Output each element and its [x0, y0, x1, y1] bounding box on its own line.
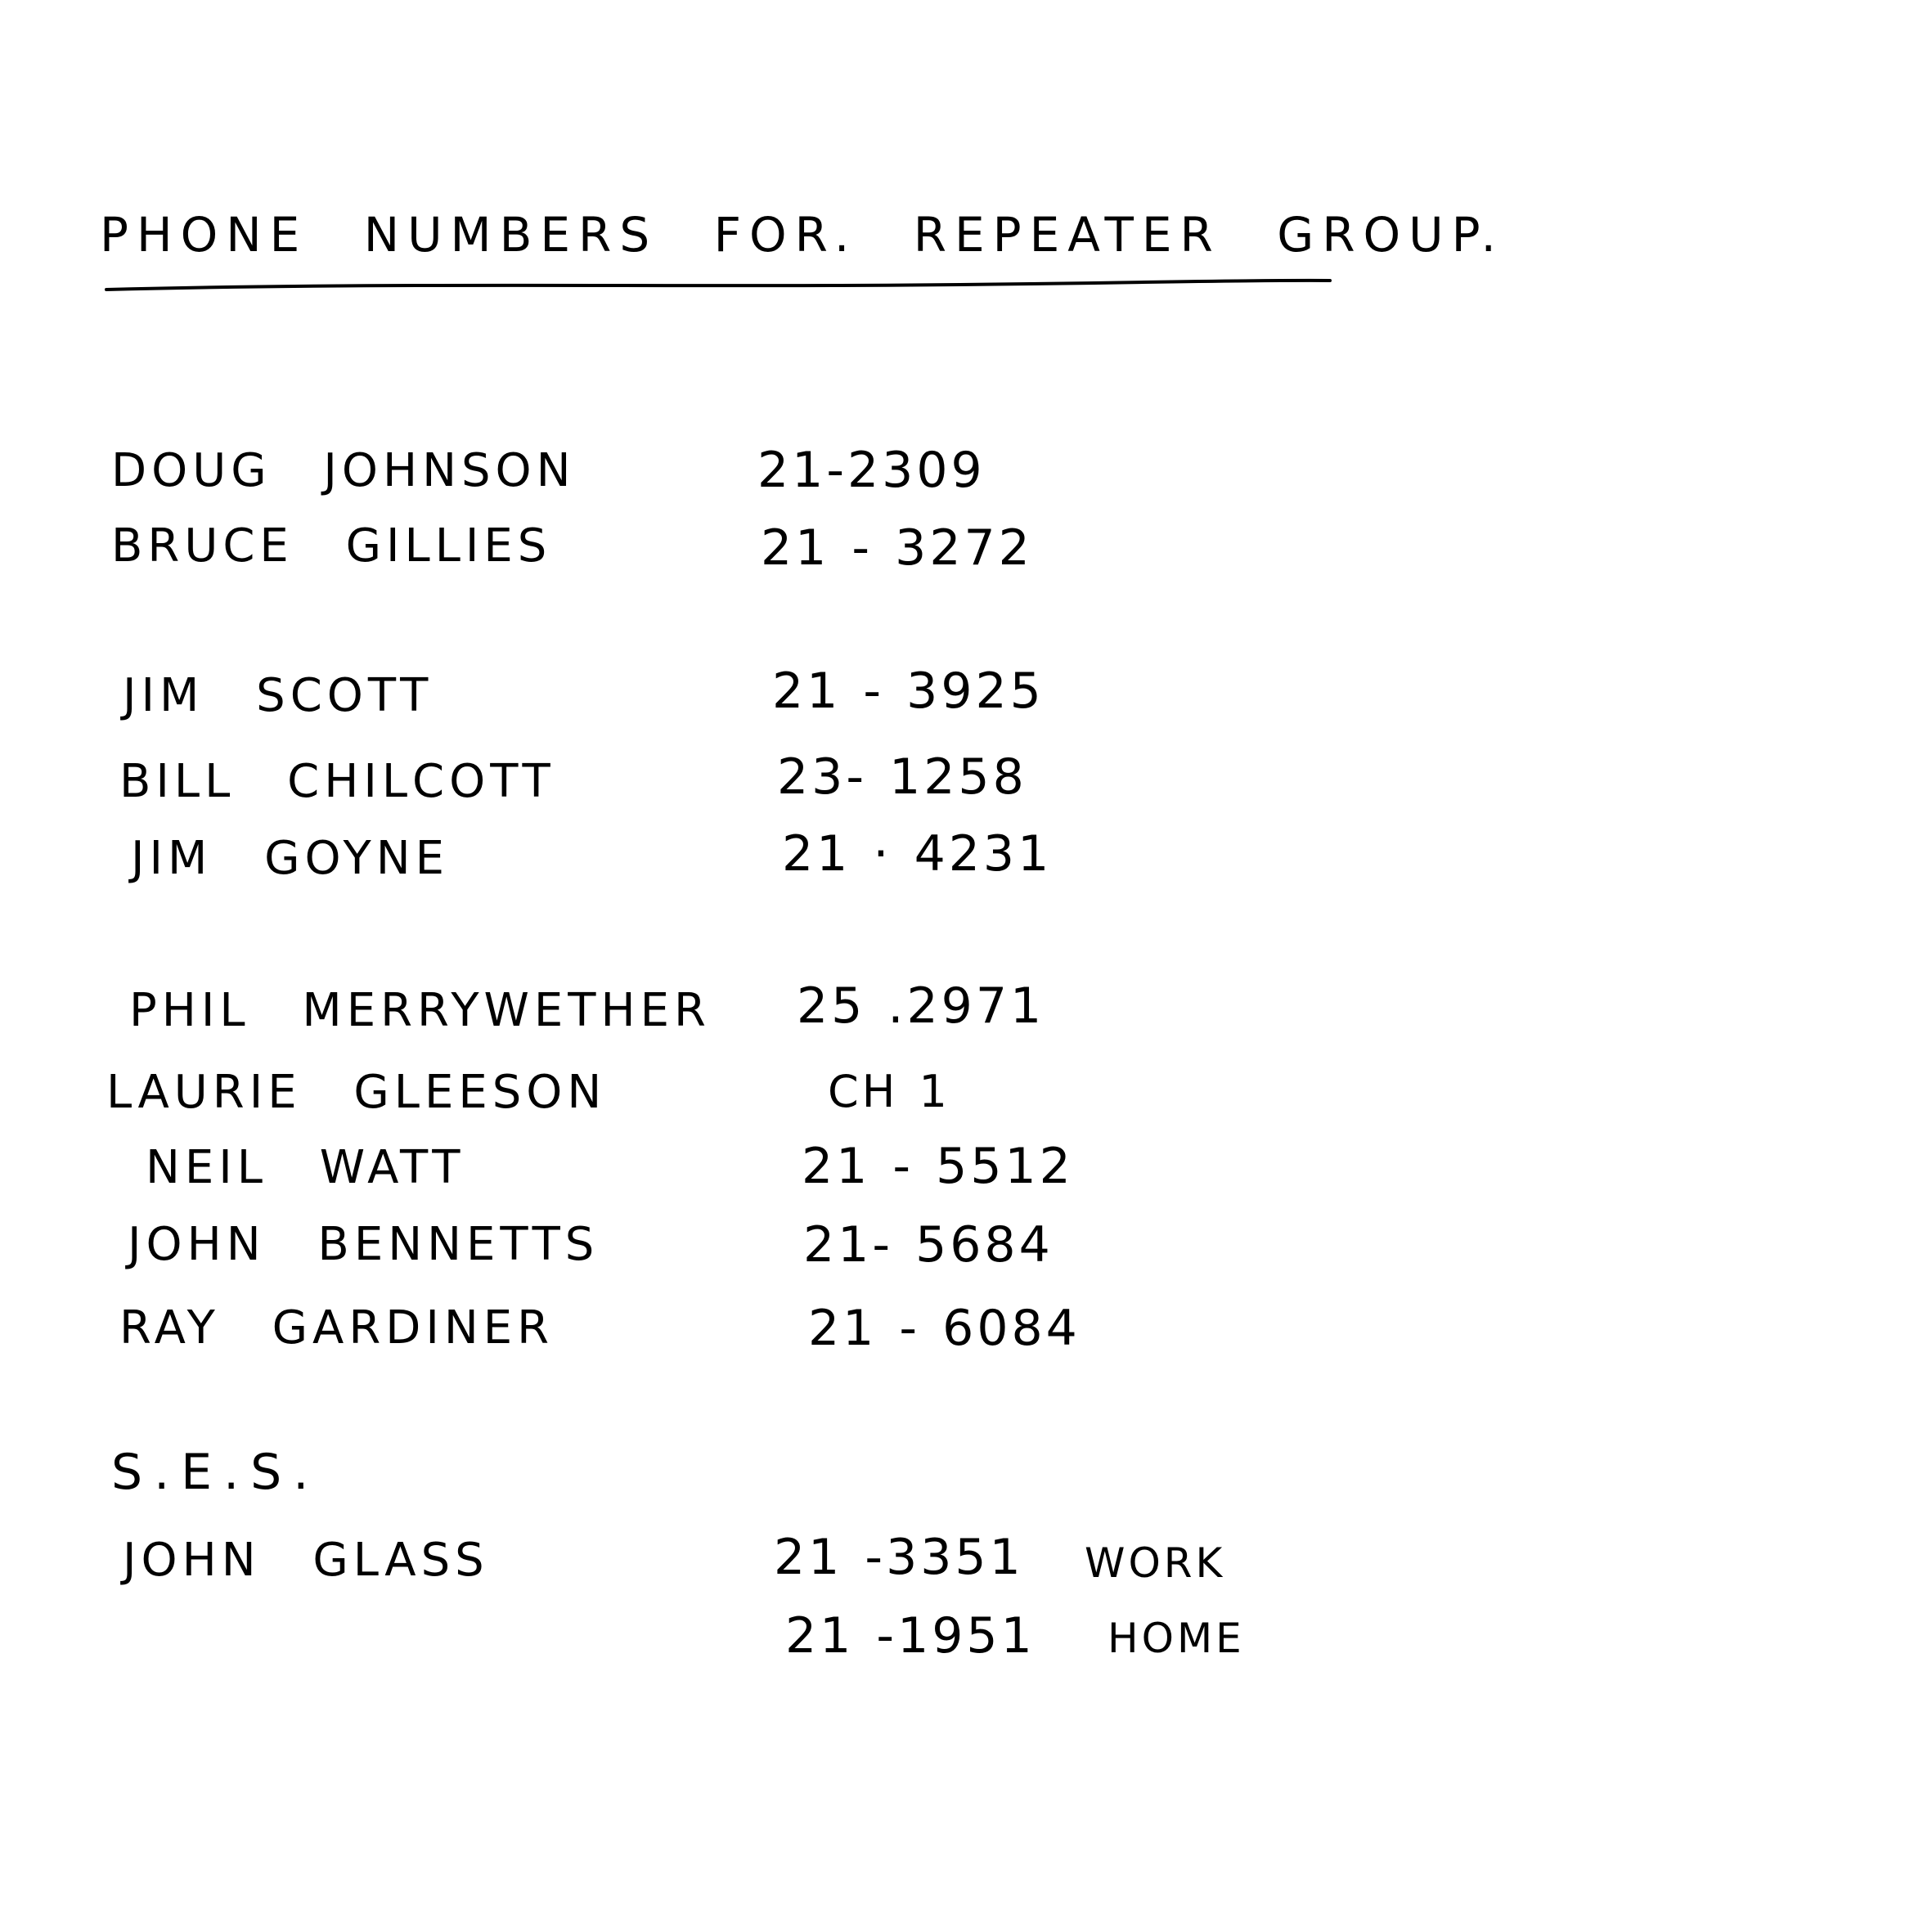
entry-phone: 21 - 3272	[761, 519, 1033, 577]
entry-phone: 21- 5684	[803, 1216, 1054, 1274]
section-heading: S.E.S.	[111, 1444, 321, 1501]
ses-home-label: HOME	[1108, 1615, 1245, 1662]
entry-phone: 21 - 3925	[772, 663, 1045, 720]
entry-phone: 21 · 4231	[782, 825, 1053, 883]
entry-name: LAURIE GLEESON	[106, 1066, 607, 1119]
entry-name: JIM SCOTT	[123, 669, 434, 722]
ses-home-phone: 21 -1951	[785, 1607, 1036, 1665]
title-underline	[105, 278, 1332, 294]
entry-name: RAY GARDINER	[119, 1301, 555, 1355]
entry-phone: 25 .2971	[797, 977, 1045, 1035]
entry-name: DOUG JOHNSON	[111, 444, 576, 497]
ses-work-phone: 21 -3351	[774, 1529, 1024, 1586]
entry-name: BRUCE GILLIES	[111, 519, 552, 573]
ses-work-label: WORK	[1085, 1539, 1226, 1587]
entry-phone: 21 - 6084	[808, 1300, 1081, 1357]
entry-phone: 23- 1258	[777, 748, 1027, 806]
entry-phone: 21 - 5512	[802, 1138, 1074, 1195]
entry-name: JOHN BENNETTS	[128, 1218, 600, 1271]
entry-name: NEIL WATT	[146, 1141, 465, 1194]
entry-phone: 21-2309	[757, 442, 986, 499]
entry-phone: CH 1	[828, 1066, 950, 1117]
page-title: PHONE NUMBERS FOR. REPEATER GROUP.	[100, 207, 1504, 263]
entry-name: PHIL MERRYWETHER	[129, 984, 711, 1037]
ses-contact-name: JOHN GLASS	[123, 1534, 489, 1587]
entry-name: JIM GOYNE	[131, 832, 450, 885]
entry-name: BILL CHILCOTT	[119, 755, 555, 808]
